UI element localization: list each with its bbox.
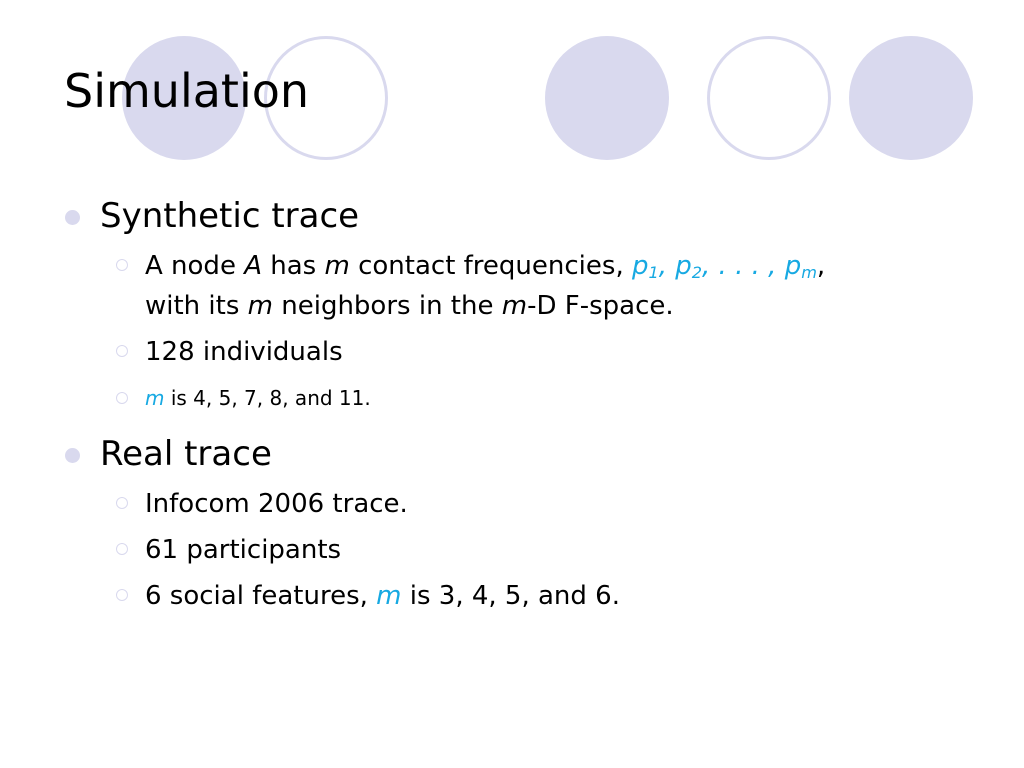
subscript: 1 xyxy=(648,263,659,283)
section-heading: Real trace xyxy=(100,434,272,474)
sub-bullet-individuals xyxy=(60,332,980,372)
m-symbol: m xyxy=(145,386,165,410)
p-symbol: p xyxy=(784,251,802,281)
bullet-ring-icon xyxy=(116,497,128,509)
node-symbol: A xyxy=(244,251,262,281)
sub-bullet-m-values xyxy=(60,378,980,418)
m-symbol: m xyxy=(501,291,528,321)
text-run: contact frequencies, xyxy=(349,251,632,281)
bullet-synthetic-trace xyxy=(60,192,980,240)
text-run: neighbors in the xyxy=(272,291,502,321)
slide-title: Simulation xyxy=(64,64,310,118)
m-symbol: m xyxy=(247,291,273,321)
text-run: A node xyxy=(145,251,245,281)
slide-body xyxy=(60,192,980,616)
bullet-real-trace xyxy=(60,430,980,478)
decoration-circle-4 xyxy=(707,36,831,160)
text-run: is 3, 4, 5, and 6. xyxy=(401,581,620,611)
text-run: -D F-space. xyxy=(527,291,674,321)
separator: , xyxy=(658,251,676,281)
frequency-list xyxy=(632,251,817,281)
p-symbol: p xyxy=(631,251,649,281)
bullet-ring-icon xyxy=(116,345,128,357)
bullet-ring-icon xyxy=(116,543,128,555)
ellipsis: , . . . , xyxy=(702,251,785,281)
sub-bullet-infocom xyxy=(60,484,980,524)
m-symbol: m xyxy=(376,581,402,611)
text-run: has xyxy=(262,251,325,281)
decoration-circle-5 xyxy=(849,36,973,160)
text-run: 6 social features, xyxy=(145,581,377,611)
bullet-ring-icon xyxy=(116,259,128,271)
bullet-ring-icon xyxy=(116,392,128,404)
sub-bullet-social-features xyxy=(60,576,980,616)
text-run: , xyxy=(816,251,826,281)
decoration-circle-3 xyxy=(545,36,669,160)
section-heading: Synthetic trace xyxy=(100,196,360,236)
subscript: m xyxy=(801,263,817,283)
sub-bullet-contact-frequencies xyxy=(60,246,980,326)
sub-bullet-participants xyxy=(60,530,980,570)
bullet-ring-icon xyxy=(116,589,128,601)
text-run: Infocom 2006 trace. xyxy=(145,489,408,519)
text-run: is 4, 5, 7, 8, and 11. xyxy=(164,386,371,410)
text-run: with its xyxy=(145,291,248,321)
text-run: 128 individuals xyxy=(145,337,343,367)
subscript: 2 xyxy=(691,263,703,283)
m-symbol: m xyxy=(324,251,350,281)
bullet-dot-icon xyxy=(65,448,80,463)
bullet-dot-icon xyxy=(65,210,80,225)
p-symbol: p xyxy=(675,251,692,281)
text-run: 61 participants xyxy=(145,535,342,565)
